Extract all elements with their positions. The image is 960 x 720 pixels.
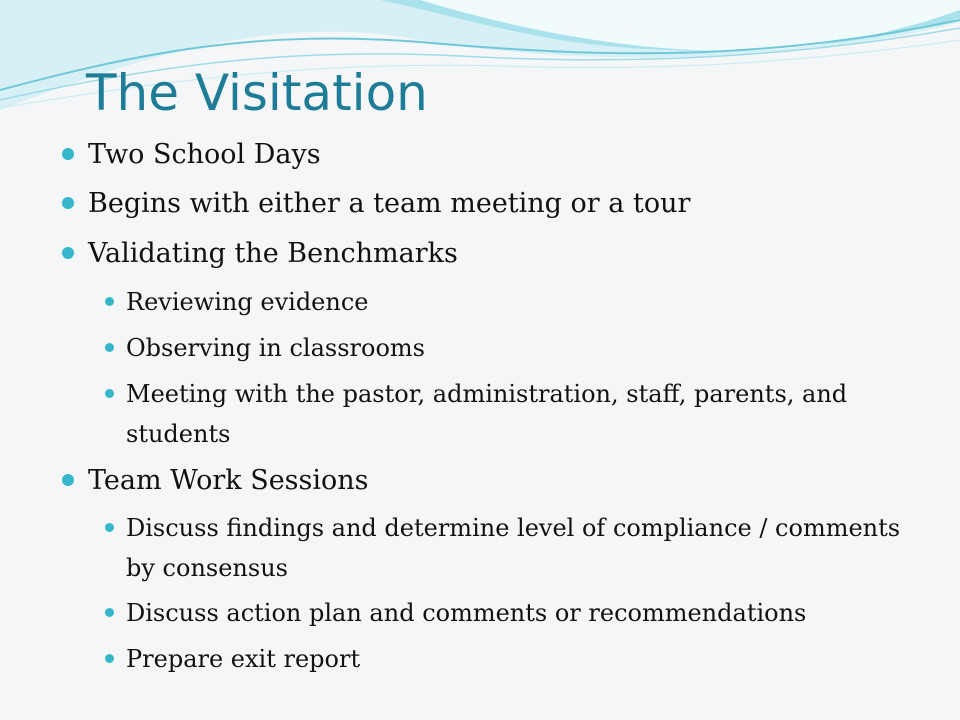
sub-bullet-text: Prepare exit report [126, 645, 361, 673]
bullet-text: Validating the Benchmarks [88, 238, 458, 269]
sub-bullet-item [126, 508, 916, 588]
bullet-icon [62, 247, 74, 259]
bullet-item [88, 233, 908, 275]
sub-bullet-item [126, 593, 916, 633]
sub-bullet-item [126, 374, 916, 454]
bullet-icon [62, 474, 74, 486]
bullet-icon [62, 148, 74, 160]
sub-bullet-icon [105, 608, 114, 617]
sub-bullet-icon [105, 523, 114, 532]
slide-title: The Visitation [86, 64, 428, 122]
sub-bullet-icon [105, 297, 114, 306]
sub-bullet-text: Reviewing evidence [126, 288, 369, 316]
bullet-text: Team Work Sessions [88, 465, 369, 496]
sub-bullet-item [126, 639, 916, 679]
sub-bullet-icon [105, 654, 114, 663]
sub-bullet-text: Discuss findings and determine level of compliance / comments by consensus [126, 514, 901, 582]
bullet-item [88, 183, 908, 225]
sub-bullet-text: Discuss action plan and comments or recommendations [126, 599, 807, 627]
sub-bullet-text: Observing in classrooms [126, 334, 425, 362]
bullet-text: Begins with either a team meeting or a tour [88, 188, 691, 219]
sub-bullet-icon [105, 343, 114, 352]
sub-bullet-item [126, 328, 916, 368]
bullet-text: Two School Days [88, 139, 321, 170]
sub-bullet-text: Meeting with the pastor, administration, staff, parents, and students [126, 380, 848, 448]
bullet-icon [62, 197, 74, 209]
bullet-item [88, 460, 908, 502]
bullet-item [88, 134, 908, 176]
sub-bullet-item [126, 282, 916, 322]
sub-bullet-icon [105, 389, 114, 398]
